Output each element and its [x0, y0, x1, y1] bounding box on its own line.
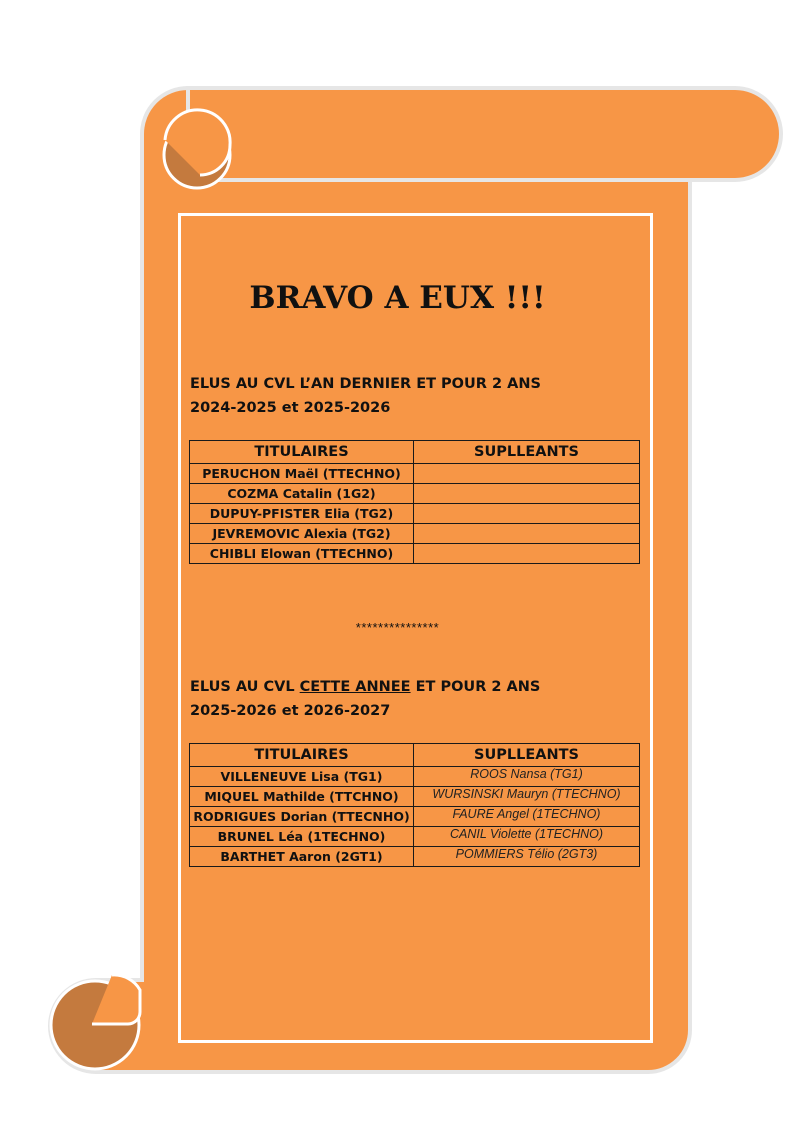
titulaire-cell: BARTHET Aaron (2GT1)	[190, 847, 414, 867]
table-row	[190, 787, 640, 807]
suppleant-cell	[414, 484, 640, 504]
suppleant-cell: POMMIERS Télio (2GT3)	[414, 847, 640, 867]
header-suppleants: SUPLLEANTS	[414, 744, 640, 767]
titulaire-cell: MIQUEL Mathilde (TTCHNO)	[190, 787, 414, 807]
suppleant-cell: CANIL Violette (1TECHNO)	[414, 827, 640, 847]
titulaire-cell: CHIBLI Elowan (TTECHNO)	[190, 544, 414, 564]
suppleant-cell	[414, 504, 640, 524]
table-row	[190, 484, 640, 504]
titulaire-cell: JEVREMOVIC Alexia (TG2)	[190, 524, 414, 544]
section2-heading-line2: 2025-2026 et 2026-2027	[190, 703, 391, 719]
table-header-row	[190, 744, 640, 767]
suppleant-cell: WURSINSKI Mauryn (TTECHNO)	[414, 787, 640, 807]
section2-heading-pre: ELUS AU CVL	[190, 679, 300, 695]
table-row	[190, 807, 640, 827]
section2-table	[189, 743, 640, 867]
table-row	[190, 767, 640, 787]
table-row	[190, 827, 640, 847]
table-row	[190, 847, 640, 867]
separator-stars: ***************	[355, 620, 440, 635]
suppleant-cell	[414, 524, 640, 544]
section2-heading-post: ET POUR 2 ANS	[410, 679, 541, 695]
titulaire-cell: PERUCHON Maël (TTECHNO)	[190, 464, 414, 484]
scroll-top-roll	[188, 88, 781, 180]
titulaire-cell: RODRIGUES Dorian (TTECNHO)	[190, 807, 414, 827]
section1-heading-line1: ELUS AU CVL L’AN DERNIER ET POUR 2 ANS	[190, 376, 541, 392]
header-titulaires: TITULAIRES	[190, 441, 414, 464]
section1-heading-line2: 2024-2025 et 2025-2026	[190, 400, 391, 416]
suppleant-cell: FAURE Angel (1TECHNO)	[414, 807, 640, 827]
table-header-row	[190, 441, 640, 464]
page-title: BRAVO A EUX !!!	[249, 280, 546, 316]
section2-heading	[190, 675, 540, 723]
section1-table	[189, 440, 640, 564]
section2-heading-line1	[190, 675, 540, 699]
suppleant-cell: ROOS Nansa (TG1)	[414, 767, 640, 787]
section2-heading-underlined: CETTE ANNEE	[299, 679, 411, 695]
table-row	[190, 464, 640, 484]
table-row	[190, 504, 640, 524]
table-row	[190, 544, 640, 564]
titulaire-cell: COZMA Catalin (1G2)	[190, 484, 414, 504]
titulaire-cell: VILLENEUVE Lisa (TG1)	[190, 767, 414, 787]
titulaire-cell: BRUNEL Léa (1TECHNO)	[190, 827, 414, 847]
header-suppleants: SUPLLEANTS	[414, 441, 640, 464]
suppleant-cell	[414, 464, 640, 484]
table-row	[190, 524, 640, 544]
section1-heading	[190, 372, 541, 420]
suppleant-cell	[414, 544, 640, 564]
header-titulaires: TITULAIRES	[190, 744, 414, 767]
titulaire-cell: DUPUY-PFISTER Elia (TG2)	[190, 504, 414, 524]
